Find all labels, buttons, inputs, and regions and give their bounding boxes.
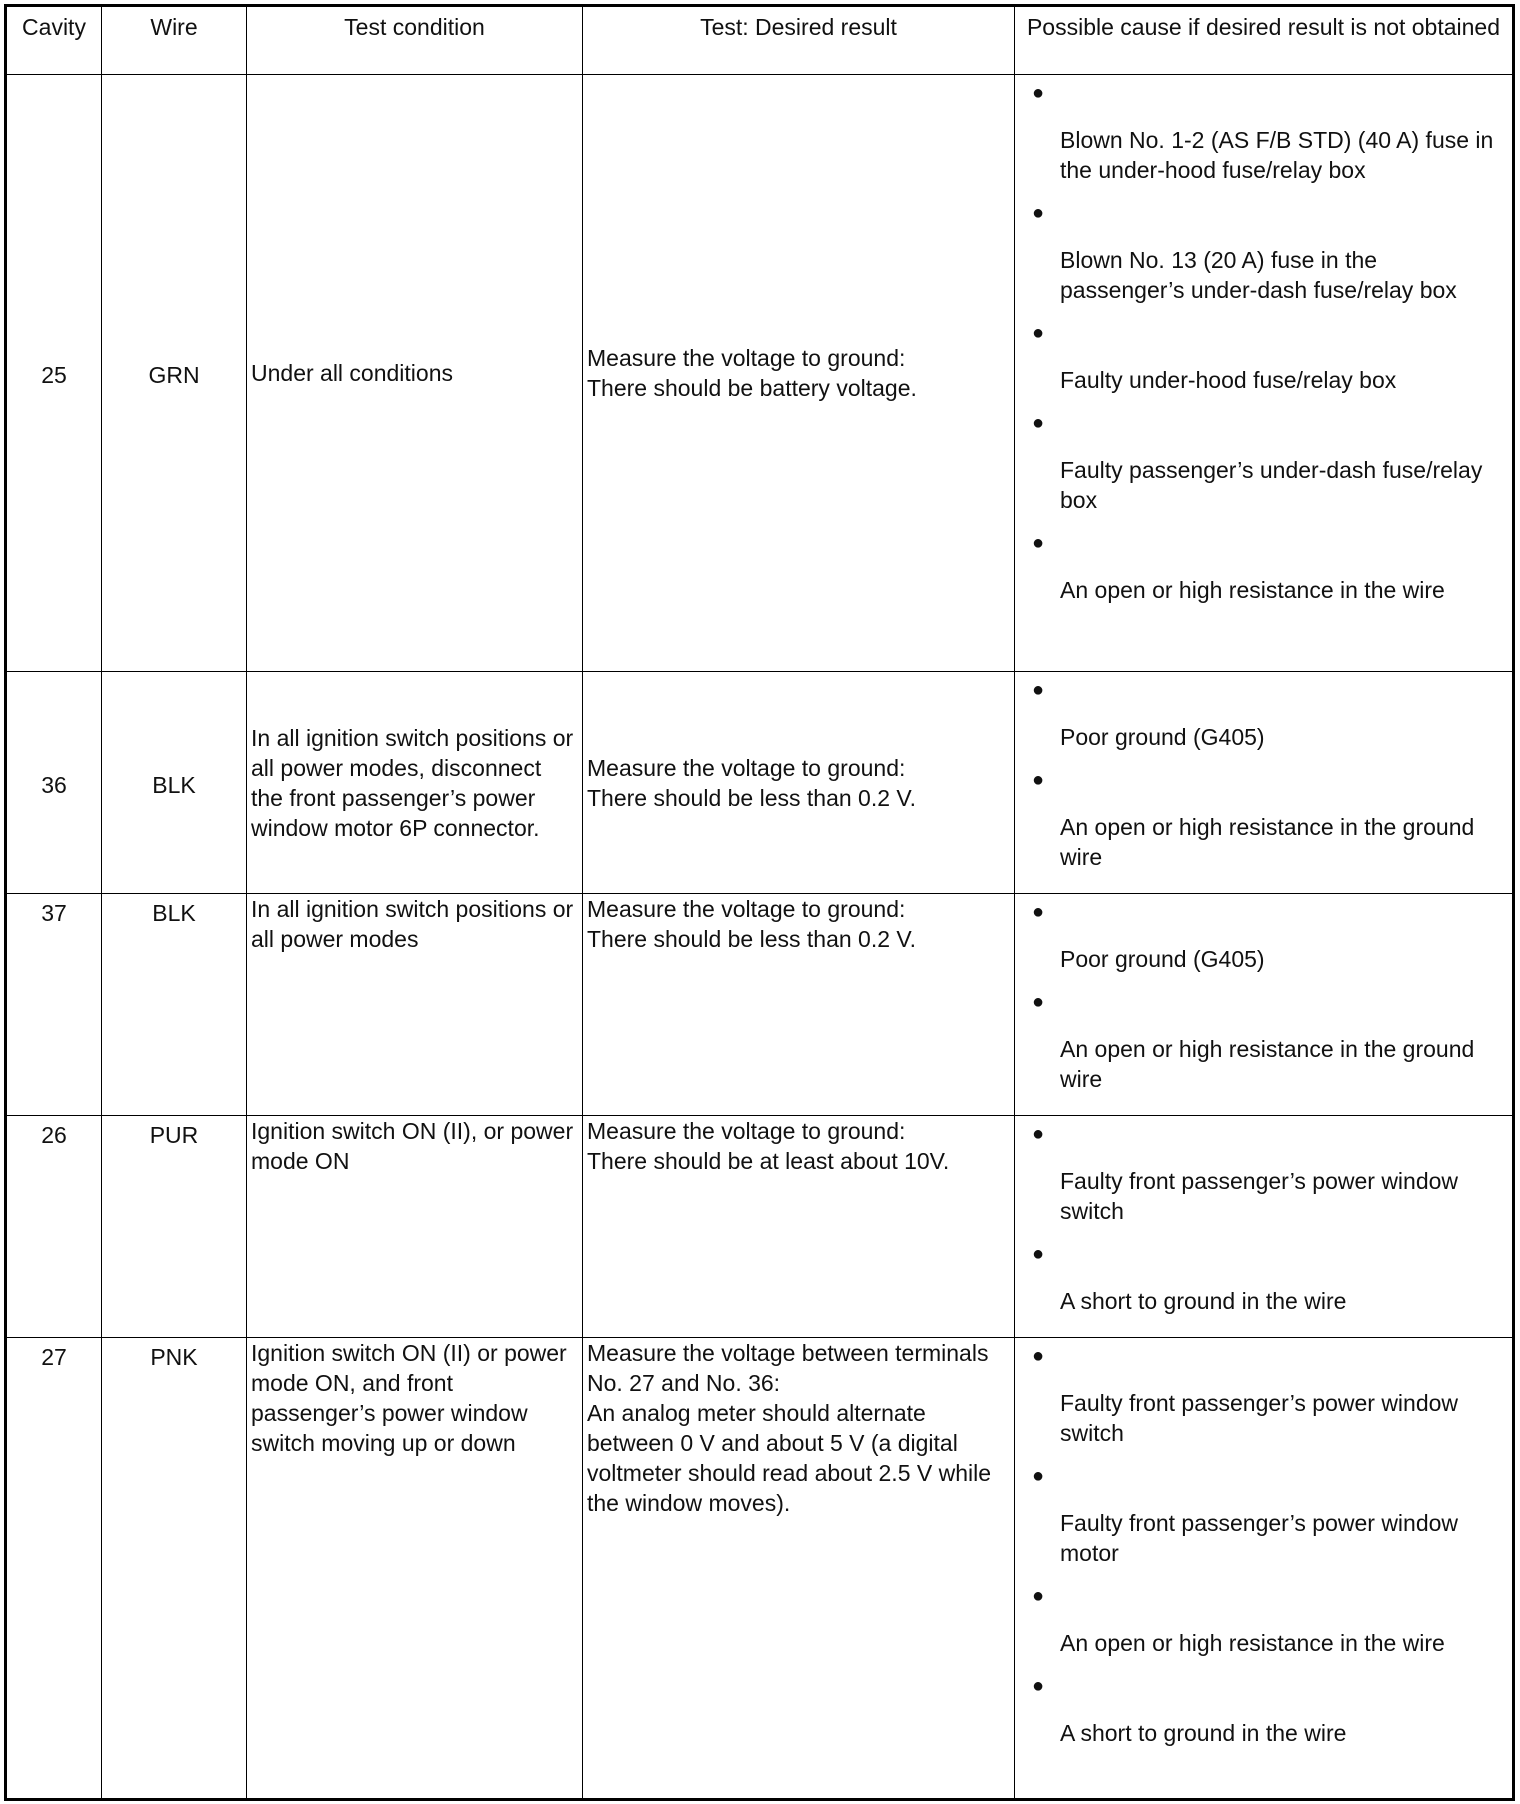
possible-cause-cell (1015, 1338, 1514, 1800)
bullet-dot-icon: ● (1032, 412, 1045, 434)
test-condition-cell: Ignition switch ON (II), or power mode ON (247, 1116, 583, 1338)
result-line: There should be battery voltage. (587, 375, 917, 401)
bullet-dot-icon: ● (1032, 901, 1045, 923)
cause-item (1032, 1342, 1502, 1462)
cavity-cell: 36 (6, 672, 102, 894)
table-row (6, 672, 1514, 894)
cause-text: Faulty passenger’s under-dash fuse/relay box (1060, 457, 1483, 513)
cause-item (1032, 409, 1502, 529)
result-line: There should be less than 0.2 V. (587, 784, 917, 811)
cause-item (1032, 1672, 1502, 1762)
cause-text: Faulty front passenger’s power window switch (1060, 1168, 1459, 1224)
bullet-dot-icon: ● (1032, 1465, 1045, 1487)
cause-item (1032, 898, 1502, 988)
table-row (6, 75, 1514, 672)
result-line: Measure the voltage to ground: (587, 1118, 906, 1144)
desired-result-cell (583, 75, 1015, 672)
cause-text: A short to ground in the wire (1060, 1288, 1347, 1314)
cause-item (1032, 1120, 1502, 1240)
test-condition-cell: Under all conditions (247, 75, 583, 672)
cause-text: Faulty front passenger’s power window motor (1060, 1510, 1459, 1566)
cavity-cell: 27 (6, 1338, 102, 1800)
cavity-cell: 26 (6, 1116, 102, 1338)
cavity-cell: 25 (6, 75, 102, 672)
cause-text: Faulty under-hood fuse/relay box (1060, 367, 1397, 393)
result-line: Measure the voltage between terminals No. 27 and No. 36: (587, 1340, 989, 1396)
bullet-dot-icon: ● (1032, 322, 1045, 344)
wire-cell: PUR (102, 1116, 247, 1338)
bullet-dot-icon: ● (1032, 1675, 1045, 1697)
cause-item (1032, 529, 1502, 619)
cause-text: Poor ground (G405) (1060, 946, 1265, 972)
desired-result-cell (583, 672, 1015, 894)
possible-cause-cell (1015, 75, 1514, 672)
cause-item (1032, 676, 1502, 766)
table-row (6, 894, 1514, 1116)
header-row (6, 6, 1514, 75)
wire-cell: GRN (102, 75, 247, 672)
possible-cause-cell (1015, 894, 1514, 1116)
cause-text: An open or high resistance in the wire (1060, 577, 1445, 603)
result-line: Measure the voltage to ground: (587, 754, 906, 781)
cause-text: Blown No. 13 (20 A) fuse in the passenger’s under-dash fuse/relay box (1060, 247, 1457, 303)
cause-item (1032, 988, 1502, 1108)
cause-text: An open or high resistance in the ground wire (1060, 814, 1475, 870)
bullet-dot-icon: ● (1032, 1243, 1045, 1265)
cause-item (1032, 1462, 1502, 1582)
desired-result-cell (583, 1338, 1015, 1800)
cause-text: Poor ground (G405) (1060, 724, 1265, 750)
cause-item (1032, 79, 1502, 199)
header-cavity: Cavity (6, 6, 102, 75)
cause-item (1032, 1582, 1502, 1672)
possible-cause-cell (1015, 672, 1514, 894)
bullet-dot-icon: ● (1032, 679, 1045, 701)
desired-result-cell (583, 894, 1015, 1116)
result-line: There should be at least about 10V. (587, 1148, 950, 1174)
wire-cell: PNK (102, 1338, 247, 1800)
table-row (6, 1338, 1514, 1800)
header-possible-cause: Possible cause if desired result is not obtained (1015, 6, 1514, 75)
cause-text: An open or high resistance in the wire (1060, 1630, 1445, 1656)
possible-cause-cell (1015, 1116, 1514, 1338)
test-condition-cell: In all ignition switch positions or all power modes, disconnect the front passenger’s power window motor 6P connector. (247, 672, 583, 894)
header-test-condition: Test condition (247, 6, 583, 75)
cause-text: An open or high resistance in the ground wire (1060, 1036, 1475, 1092)
header-desired-result: Test: Desired result (583, 6, 1015, 75)
header-wire: Wire (102, 6, 247, 75)
wire-cell: BLK (102, 672, 247, 894)
cause-text: Faulty front passenger’s power window switch (1060, 1390, 1459, 1446)
cause-text: A short to ground in the wire (1060, 1720, 1347, 1746)
result-line: An analog meter should alternate between 0 V and about 5 V (a digital voltmeter should read about 2.5 V while the window moves). (587, 1400, 992, 1516)
bullet-dot-icon: ● (1032, 1585, 1045, 1607)
test-condition-cell: In all ignition switch positions or all power modes (247, 894, 583, 1116)
desired-result-cell (583, 1116, 1015, 1338)
cause-item (1032, 319, 1502, 409)
bullet-dot-icon: ● (1032, 82, 1045, 104)
test-condition-cell: Ignition switch ON (II) or power mode ON, and front passenger’s power window switch moving up or down (247, 1338, 583, 1800)
bullet-dot-icon: ● (1032, 769, 1045, 791)
cause-item (1032, 199, 1502, 319)
table-row (6, 1116, 1514, 1338)
cause-item (1032, 766, 1502, 886)
cause-item (1032, 1240, 1502, 1330)
result-line: Measure the voltage to ground: (587, 896, 906, 922)
diagnostic-table (4, 4, 1515, 1801)
bullet-dot-icon: ● (1032, 202, 1045, 224)
bullet-dot-icon: ● (1032, 532, 1045, 554)
bullet-dot-icon: ● (1032, 991, 1045, 1013)
result-line: There should be less than 0.2 V. (587, 926, 917, 952)
cause-text: Blown No. 1-2 (AS F/B STD) (40 A) fuse in the under-hood fuse/relay box (1060, 127, 1494, 183)
cavity-cell: 37 (6, 894, 102, 1116)
result-line: Measure the voltage to ground: (587, 345, 906, 371)
bullet-dot-icon: ● (1032, 1123, 1045, 1145)
bullet-dot-icon: ● (1032, 1345, 1045, 1367)
wire-cell: BLK (102, 894, 247, 1116)
